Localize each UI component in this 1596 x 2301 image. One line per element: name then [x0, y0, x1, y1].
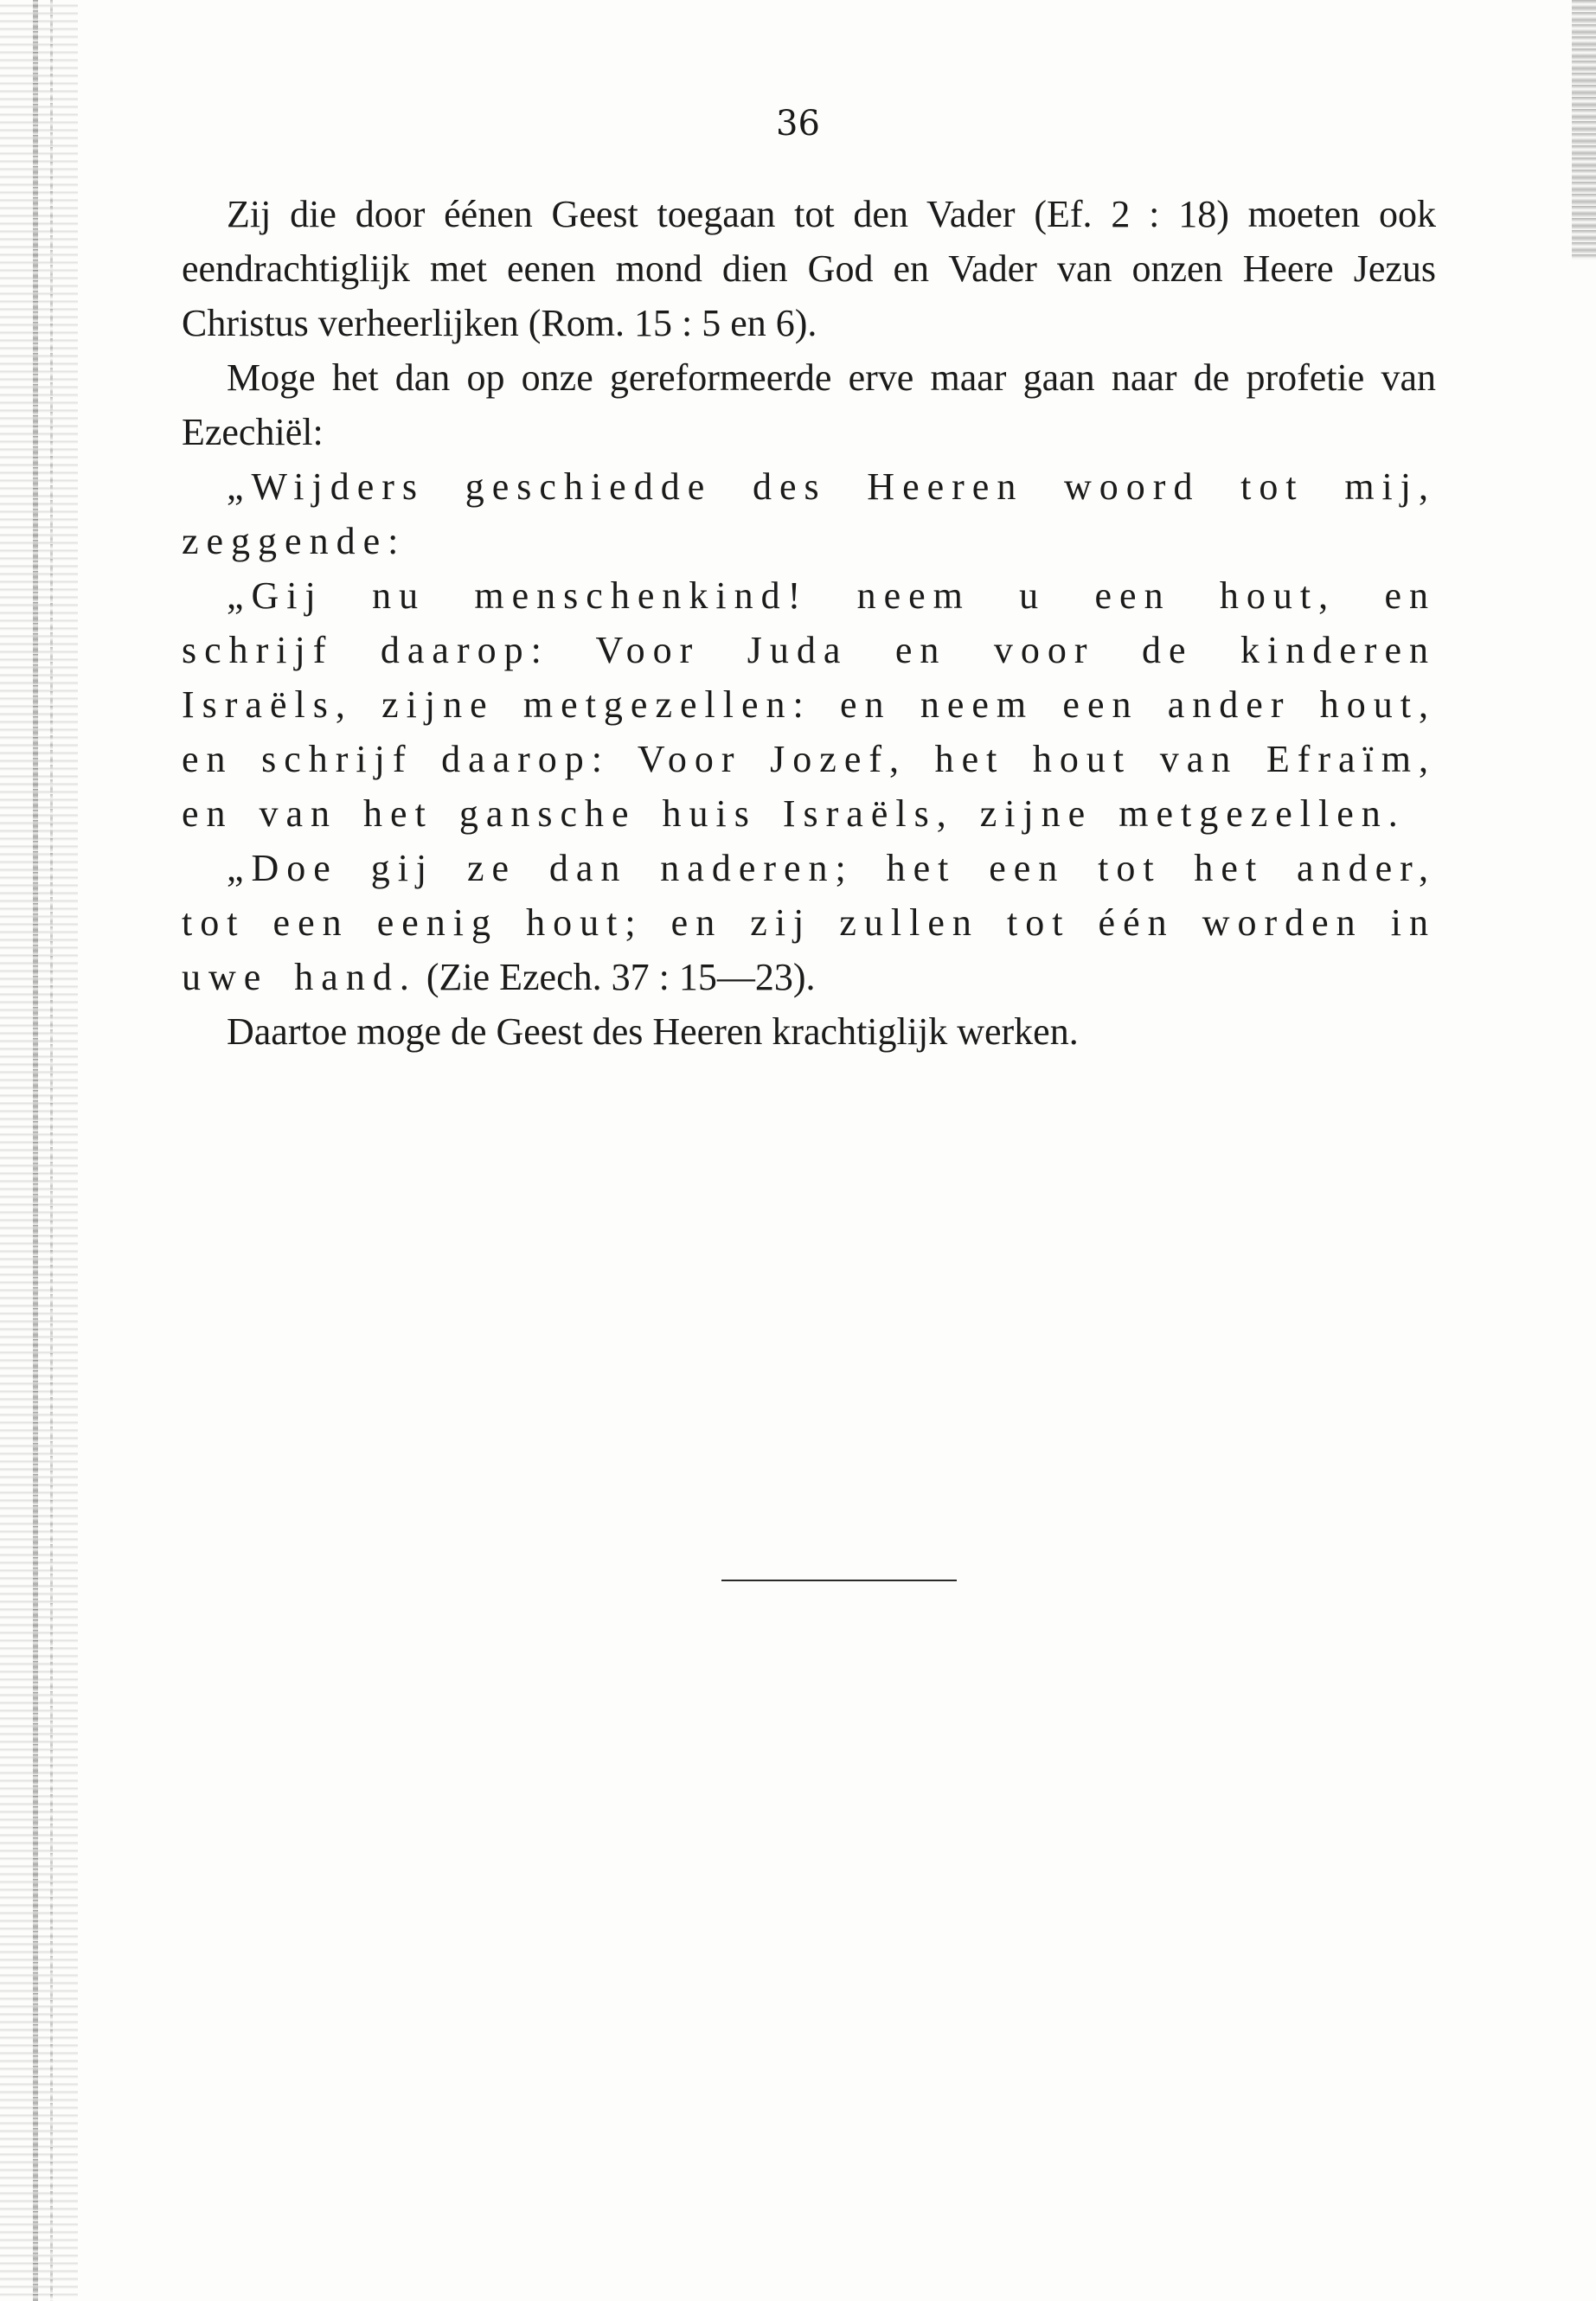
quote-paragraph-2: „Gij nu menschenkind! neem u een hout, en schrijf daarop: Voor Juda en voor de kinderen Israëls, zijne metgezellen: en neem een ander hout, en schrijf daarop: Voor Jozef, het hout van Efraïm, en van het gansche huis Israëls, zijne metgezellen.: [182, 574, 1436, 835]
paragraph-1: Zij die door éénen Geest toegaan tot den Vader (Ef. 2 : 18) moeten ook eendrachtiglijk met eenen mond dien God en Vader van onzen Heere Jezus Christus verheerlijken (Rom. 15 : 5 en 6).: [182, 193, 1436, 344]
page-number: 36: [776, 104, 820, 144]
closing-paragraph: Daartoe moge de Geest des Heeren krachtiglijk werken.: [227, 1010, 1079, 1053]
body-text: [182, 187, 1436, 1059]
quote-paragraph-1: „Wijders geschiedde des Heeren woord tot mij, zeggende:: [182, 465, 1436, 562]
paragraph-2: Moge het dan op onze gereformeerde erve maar gaan naar de profetie van Ezechiël:: [182, 356, 1436, 453]
scripture-reference: (Zie Ezech. 37 : 15—23).: [426, 956, 816, 998]
quote-paragraph-3-text: „Doe gij ze dan naderen; het een tot het ander, tot een eenig hout; en zij zullen tot één worden in uwe hand.: [182, 847, 1436, 998]
quote-paragraph-3: [182, 841, 1436, 1004]
scan-edge-left: [0, 0, 78, 2301]
section-divider: [721, 1580, 957, 1581]
